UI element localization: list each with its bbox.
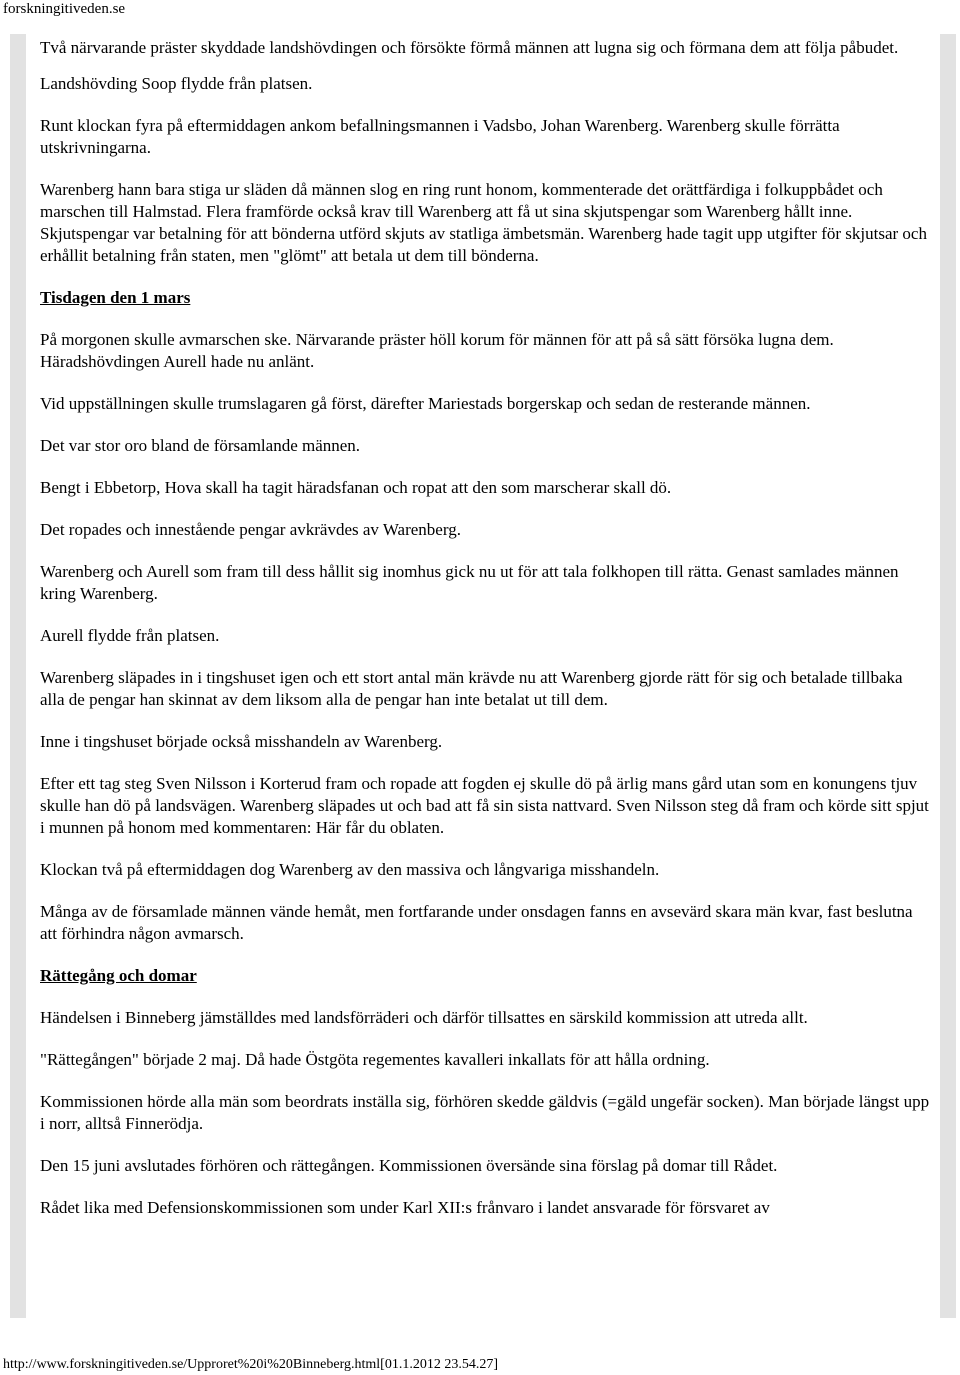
article-content	[40, 37, 930, 1219]
paragraph: Landshövding Soop flydde från platsen.	[40, 74, 313, 93]
paragraph: Warenberg hann bara stiga ur släden då männen slog en ring runt honom, kommenterade det orättfärdiga i folkuppbådet och marschen till Halmstad. Flera framförde också krav till Warenberg att få ut sina skjutspengar som Warenberg hållt inne. Skjutspengar var betalning för att bönderna utförd skjuts av statliga ämbetsmän. Warenberg hade tagit upp utgifter för skjutsar och erhållit betalning från staten, men "glömt" att betala ut dem till bönderna.	[40, 180, 927, 265]
paragraph: Klockan två på eftermiddagen dog Warenberg av den massiva och långvariga misshandeln.	[40, 860, 660, 879]
section-heading-tisdagen: Tisdagen den 1 mars	[40, 288, 191, 307]
paragraph: Inne i tingshuset började också misshandeln av Warenberg.	[40, 732, 443, 751]
paragraph: Warenberg släpades in i tingshuset igen och ett stort antal män krävde nu att Warenberg gjorde rätt för sig och betalade tillbaka alla de pengar han skinnat av dem liksom alla de pengar han inte betalat ut till dem.	[40, 668, 903, 709]
paragraph: Kommissionen hörde alla män som beordrats inställa sig, förhören skedde gäldvis (=gäld ungefär socken). Man började längst upp i norr, alltså Finnerödja.	[40, 1092, 930, 1133]
paragraph: På morgonen skulle avmarschen ske. Närvarande präster höll korum för männen för att på så sätt försöka lugna dem. Häradshövdingen Aurell hade nu anlänt.	[40, 330, 834, 371]
paragraph: Vid uppställningen skulle trumslagaren gå först, därefter Mariestads borgerskap och sedan de resterande männen.	[40, 394, 811, 413]
paragraph: Aurell flydde från platsen.	[40, 626, 220, 645]
paragraph: Efter ett tag steg Sven Nilsson i Korterud fram och ropade att fogden ej skulle dö på ärlig mans gård utan som en konungens tjuv skulle han dö på landsvägen. Warenberg släpades ut och bad att få sin sista nattvard. Sven Nilsson steg då fram och körde sitt spjut i munnen på honom med kommentaren: Här får du oblaten.	[40, 774, 929, 837]
page-frame	[10, 34, 956, 1318]
paragraph: "Rättegången" började 2 maj. Då hade Östgöta regementes kavalleri inkallats för att hålla ordning.	[40, 1050, 710, 1069]
paragraph: Det ropades och innestående pengar avkrävdes av Warenberg.	[40, 520, 461, 539]
site-header: forskningitiveden.se	[3, 1, 126, 17]
right-frame-border	[940, 34, 956, 1318]
paragraph: Warenberg och Aurell som fram till dess hållit sig inomhus gick nu ut för att tala folkhopen till rätta. Genast samlades männen kring Warenberg.	[40, 562, 899, 603]
paragraph: Rådet lika med Defensionskommissionen som under Karl XII:s frånvaro i landet ansvarade för försvaret av	[40, 1198, 770, 1217]
left-frame-border	[10, 34, 26, 1318]
paragraph: Många av de församlade männen vände hemåt, men fortfarande under onsdagen fanns en avsevärd skara män kvar, fast beslutna att förhindra någon avmarsch.	[40, 902, 913, 943]
paragraph: Runt klockan fyra på eftermiddagen ankom befallningsmannen i Vadsbo, Johan Warenberg. Warenberg skulle förrätta utskrivningarna.	[40, 116, 840, 157]
paragraph: Det var stor oro bland de församlande männen.	[40, 436, 361, 455]
paragraph: Bengt i Ebbetorp, Hova skall ha tagit häradsfanan och ropat att den som marscherar skall dö.	[40, 478, 672, 497]
paragraph: Händelsen i Binneberg jämställdes med landsförräderi och därför tillsattes en särskild kommission att utreda allt.	[40, 1008, 808, 1027]
paragraph: Den 15 juni avslutades förhören och rättegången. Kommissionen översände sina förslag på domar till Rådet.	[40, 1156, 778, 1175]
section-heading-rattegang: Rättegång och domar	[40, 966, 197, 985]
paragraph: Två närvarande präster skyddade landshövdingen och försökte förmå männen att lugna sig och förmana dem att följa påbudet.	[40, 38, 899, 57]
page-url-footer: http://www.forskningitiveden.se/Upproret%20i%20Binneberg.html[01.1.2012 23.54.27]	[3, 1357, 498, 1372]
